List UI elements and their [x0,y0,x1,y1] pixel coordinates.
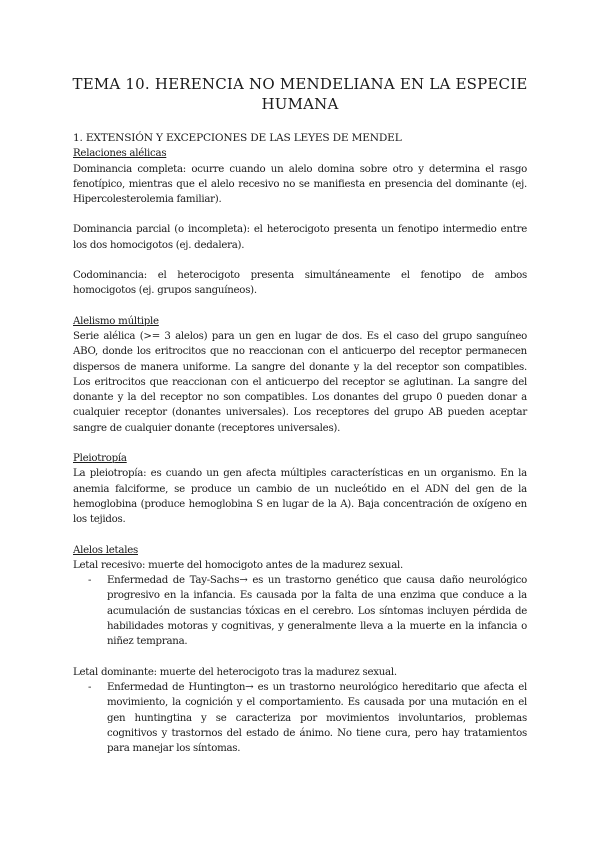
subheading-alelismo-multiple: Alelismo múltiple [73,315,159,327]
paragraph-dominancia-completa: Dominancia completa: ocurre cuando un alelo domina sobre otro y determina el rasgo fenotípico, mientras que el alelo recesivo no se manifiesta en presencia del dominante (ej. Hipercolesterolemia familiar). [73,163,527,206]
document-body [73,131,527,756]
section-heading: 1. EXTENSIÓN Y EXCEPCIONES DE LAS LEYES DE MENDEL [73,132,402,144]
paragraph-pleiotropia: La pleiotropía: es cuando un gen afecta múltiples características en un organismo. En la anemia falciforme, se produce un cambio de un nucleótido en el ADN del gen de la hemoglobina (produce hemoglobina S en lugar de la A). Baja concentración de oxígeno en los tejidos. [73,468,527,526]
list-letal-recesivo [73,573,527,649]
subheading-pleiotropia: Pleiotropía [73,453,127,465]
list-letal-dominante [73,680,527,756]
subheading-alelos-letales: Alelos letales [73,544,138,556]
paragraph-dominancia-parcial: Dominancia parcial (o incompleta): el heterocigoto presenta un fenotipo intermedio entre los dos homocigotos (ej. dedalera). [73,224,527,251]
paragraph-alelismo: Serie alélica (>= 3 alelos) para un gen en lugar de dos. Es el caso del grupo sanguíneo ABO, donde los eritrocitos que no reaccionan con el anticuerpo del receptor permanecen dispersos de manera uniforme. La sangre del donante y la del receptor son compatibles. Los eritrocitos que reaccionan con el anticuerpo del receptor se aglutinan. La sangre del donante y la del receptor no son compatibles. Los donantes del grupo 0 pueden donar a cualquier receptor (donantes universales). Los receptores del grupo AB pueden aceptar sangre de cualquier donante (receptores universales). [73,330,527,434]
subheading-relaciones-alelicas: Relaciones alélicas [73,148,167,160]
paragraph-letal-recesivo: Letal recesivo: muerte del homocigoto antes de la madurez sexual. [73,559,404,571]
page-title: TEMA 10. HERENCIA NO MENDELIANA EN LA ESPECIE HUMANA [72,75,528,113]
paragraph-codominancia: Codominancia: el heterocigoto presenta simultáneamente el fenotipo de ambos homocigotos (ej. grupos sanguíneos). [73,270,527,297]
list-item-huntington: - Enfermedad de Huntington→ es un trastorno neurológico hereditario que afecta el movimiento, la cognición y el comportamiento. Es causada por una mutación en el gen huntingtina y se caracteriza por movimientos involuntarios, problemas cognitivos y trastornos del estado de ánimo. No tiene cura, pero hay tratamientos para manejar los síntomas. [107,680,527,756]
list-item-tay-sachs: - Enfermedad de Tay-Sachs→ es un trastorno genético que causa daño neurológico progresivo en la infancia. Es causada por la falta de una enzima que conduce a la acumulación de sustancias tóxicas en el cerebro. Los síntomas incluyen pérdida de habilidades motoras y cognitivas, y generalmente lleva a la muerte en la infancia o niñez temprana. [107,573,527,649]
paragraph-letal-dominante: Letal dominante: muerte del heterocigoto tras la madurez sexual. [73,666,397,678]
